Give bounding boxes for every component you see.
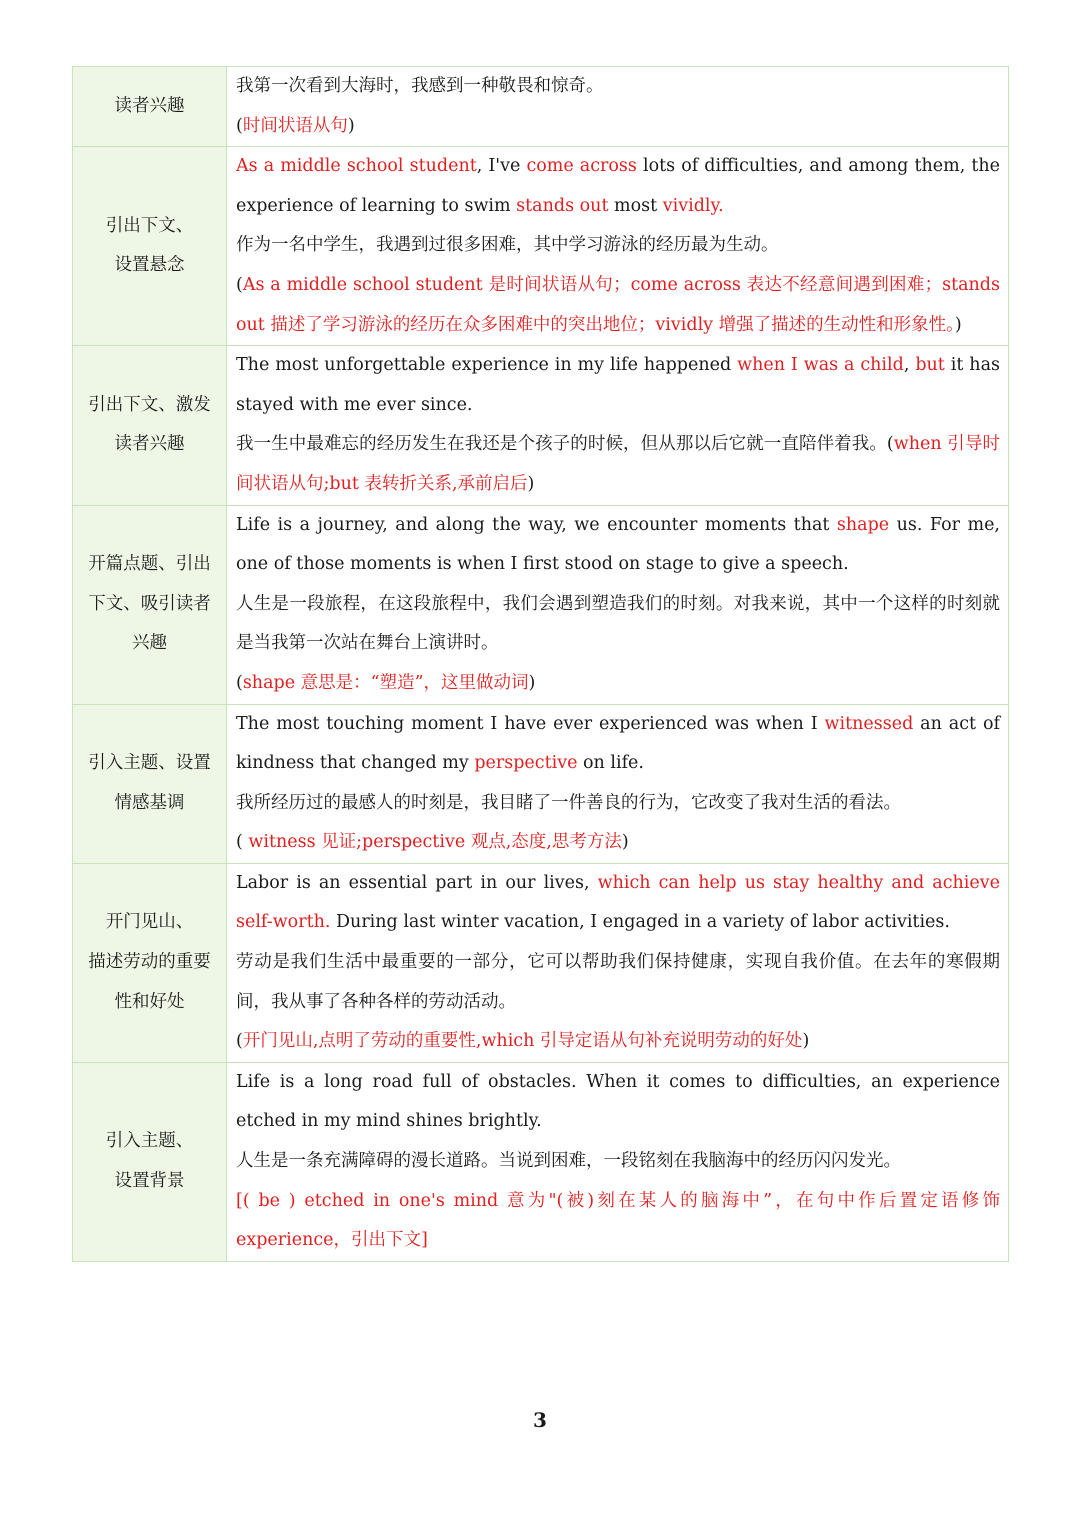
row-content: Labor is an essential part in our lives, which can help us stay healthy and achieve self-worth. During last winter vacation, I engaged in a variety of labor activities. 劳动是我们生活中最重要的一部分，它可以帮助我们保持健康，实现自我价值。在去年的寒假期间，我从事了各种各样的劳动活动。 (开门见山,点明了劳动的重要性,which 引导定语从句补充说明劳动的好处) [227,863,1009,1062]
row-label: 引入主题、设置 情感基调 [73,704,227,863]
table-row [73,67,1009,147]
row-content: The most touching moment I have ever experienced was when I witnessed an act of kindness that changed my perspective on life. 我所经历过的最感人的时刻是，我目睹了一件善良的行为，它改变了我对生活的看法。 ( witness 见证;perspective 观点,态度,思考方法) [227,704,1009,863]
phrase-table [72,66,1009,1262]
row-label: 读者兴趣 [73,67,227,147]
row-content: Life is a journey, and along the way, we encounter moments that shape us. For me, one of those moments is when I first stood on stage to give a speech. 人生是一段旅程，在这段旅程中，我们会遇到塑造我们的时刻。对我来说，其中一个这样的时刻就是当我第一次站在舞台上演讲时。 (shape 意思是：“塑造”，这里做动词) [227,505,1009,704]
row-label: 引出下文、 设置悬念 [73,147,227,346]
row-content: Life is a long road full of obstacles. When it comes to difficulties, an experience etched in my mind shines brightly. 人生是一条充满障碍的漫长道路。当说到困难，一段铭刻在我脑海中的经历闪闪发光。 [( be ) etched in one's mind 意为"(被)刻在某人的脑海中”，在句中作后置定语修饰 experience，引出下文] [227,1062,1009,1261]
table-row [73,863,1009,1062]
row-label: 引出下文、激发 读者兴趣 [73,346,227,505]
row-label: 引入主题、 设置背景 [73,1062,227,1261]
row-label: 开篇点题、引出 下文、吸引读者 兴趣 [73,505,227,704]
row-content: The most unforgettable experience in my life happened when I was a child, but it has stayed with me ever since. 我一生中最难忘的经历发生在我还是个孩子的时候，但从那以后它就一直陪伴着我。(when 引导时间状语从句;but 表转折关系,承前启后) [227,346,1009,505]
page-number: 3 [533,1408,547,1432]
table-row [73,1062,1009,1261]
table-row [73,505,1009,704]
table-row [73,147,1009,346]
table-row [73,346,1009,505]
table-row [73,704,1009,863]
row-content: 我第一次看到大海时，我感到一种敬畏和惊奇。 (时间状语从句) [227,67,1009,147]
row-content: As a middle school student, I've come across lots of difficulties, and among them, the experience of learning to swim stands out most vividly. 作为一名中学生，我遇到过很多困难，其中学习游泳的经历最为生动。 (As a middle school student 是时间状语从句；come across 表达不经意间遇到困难；stands out 描述了学习游泳的经历在众多困难中的突出地位；vividly 增强了描述的生动性和形象性。) [227,147,1009,346]
row-label: 开门见山、 描述劳动的重要 性和好处 [73,863,227,1062]
